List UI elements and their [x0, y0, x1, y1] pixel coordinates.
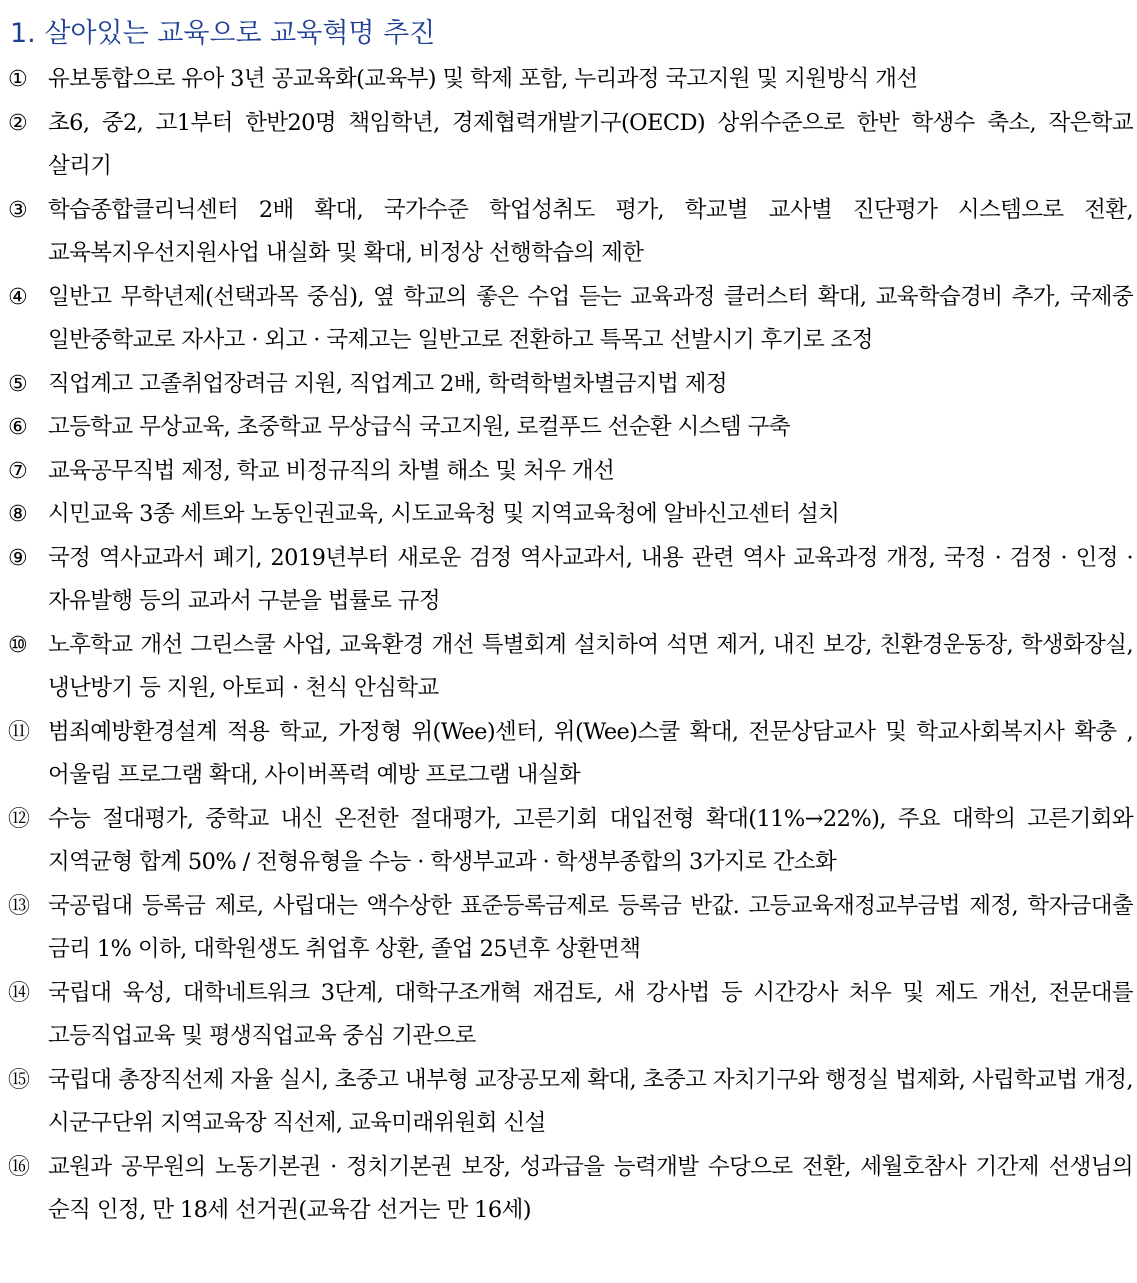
item-number: ① [8, 67, 28, 92]
item-number: ⑯ [8, 1154, 31, 1180]
item-text: 초6, 중2, 고1부터 한반20명 책임학년, 경제협력개발기구(OECD) 상위수준으로 한반 학생수 축소, 작은학교 살리기 [48, 109, 1133, 179]
item-text: 직업계고 고졸취업장려금 지원, 직업계고 2배, 학력학벌차별금지법 제정 [48, 370, 728, 397]
item-number: ⑦ [8, 458, 28, 484]
list-item [8, 493, 1133, 537]
item-number: ⑧ [8, 502, 28, 527]
list-item [8, 798, 1133, 885]
item-number: ⑥ [8, 415, 28, 440]
item-text: 일반고 무학년제(선택과목 중심), 옆 학교의 좋은 수업 듣는 교육과정 클러스터 확대, 교육학습경비 추가, 국제중 일반중학교로 자사고 · 외고 · 국제고는 일반고로 전환하고 특목고 선발시기 후기로 조정 [48, 283, 1133, 353]
item-text: 국립대 총장직선제 자율 실시, 초중고 내부형 교장공모제 확대, 초중고 자치기구와 행정실 법제화, 사립학교법 개정, 시군구단위 지역교육장 직선제, 교육미래위원회 신설 [48, 1066, 1133, 1136]
item-number: ⑤ [8, 371, 28, 397]
item-text: 국공립대 등록금 제로, 사립대는 액수상한 표준등록금제로 등록금 반값. 고등교육재정교부금법 제정, 학자금대출 금리 1% 이하, 대학원생도 취업후 상환, 졸업 25년후 상환면책 [48, 892, 1133, 962]
item-number: ⑬ [8, 893, 31, 919]
list-item [8, 1059, 1133, 1146]
item-text: 학습종합클리닉센터 2배 확대, 국가수준 학업성취도 평가, 학교별 교사별 진단평가 시스템으로 전환, 교육복지우선지원사업 내실화 및 확대, 비정상 선행학습의 제한 [48, 196, 1133, 266]
list-item [8, 276, 1133, 363]
item-number: ⑩ [8, 632, 28, 658]
list-item [8, 1146, 1133, 1233]
item-text: 교육공무직법 제정, 학교 비정규직의 차별 해소 및 처우 개선 [48, 457, 615, 484]
policy-list [8, 58, 1133, 1233]
item-text: 수능 절대평가, 중학교 내신 온전한 절대평가, 고른기회 대입전형 확대(11%→22%), 주요 대학의 고른기회와 지역균형 합계 50% / 전형유형을 수능 · 학생부교과 · 학생부종합의 3가지로 간소화 [48, 805, 1133, 875]
item-number: ⑪ [8, 719, 31, 745]
item-number: ⑫ [8, 806, 31, 832]
list-item [8, 624, 1133, 711]
item-text: 유보통합으로 유아 3년 공교육화(교육부) 및 학제 포함, 누리과정 국고지원 및 지원방식 개선 [48, 66, 918, 92]
item-number: ⑭ [8, 980, 31, 1006]
item-text: 교원과 공무원의 노동기본권 · 정치기본권 보장, 성과급을 능력개발 수당으로 전환, 세월호참사 기간제 선생님의 순직 인정, 만 18세 선거권(교육감 선거는 만 16세) [48, 1153, 1133, 1223]
list-item [8, 972, 1133, 1059]
list-item [8, 406, 1133, 450]
list-item [8, 102, 1133, 189]
section-heading: 1. 살아있는 교육으로 교육혁명 추진 [10, 18, 436, 49]
item-number: ③ [8, 197, 28, 223]
item-text: 시민교육 3종 세트와 노동인권교육, 시도교육청 및 지역교육청에 알바신고센터 설치 [48, 501, 840, 527]
list-item [8, 537, 1133, 624]
item-number: ⑨ [8, 545, 28, 571]
item-number: ④ [8, 284, 28, 310]
item-text: 고등학교 무상교육, 초중학교 무상급식 국고지원, 로컬푸드 선순환 시스템 구축 [48, 414, 790, 440]
list-item [8, 58, 1133, 102]
list-item [8, 711, 1133, 798]
item-text: 범죄예방환경설계 적용 학교, 가정형 위(Wee)센터, 위(Wee)스쿨 확대, 전문상담교사 및 학교사회복지사 확충 ,어울림 프로그램 확대, 사이버폭력 예방 프로그램 내실화 [48, 718, 1133, 788]
item-text: 국정 역사교과서 폐기, 2019년부터 새로운 검정 역사교과서, 내용 관련 역사 교육과정 개정, 국정 · 검정 · 인정 · 자유발행 등의 교과서 구분을 법률로 규정 [48, 544, 1133, 614]
list-item [8, 363, 1133, 407]
list-item [8, 450, 1133, 494]
list-item [8, 189, 1133, 276]
item-text: 노후학교 개선 그린스쿨 사업, 교육환경 개선 특별회계 설치하여 석면 제거, 내진 보강, 친환경운동장, 학생화장실, 냉난방기 등 지원, 아토피 · 천식 안심학교 [48, 631, 1133, 701]
list-item [8, 885, 1133, 972]
item-number: ⑮ [8, 1067, 31, 1093]
item-text: 국립대 육성, 대학네트워크 3단계, 대학구조개혁 재검토, 새 강사법 등 시간강사 처우 및 제도 개선, 전문대를 고등직업교육 및 평생직업교육 중심 기관으로 [48, 979, 1133, 1049]
item-number: ② [8, 110, 28, 136]
